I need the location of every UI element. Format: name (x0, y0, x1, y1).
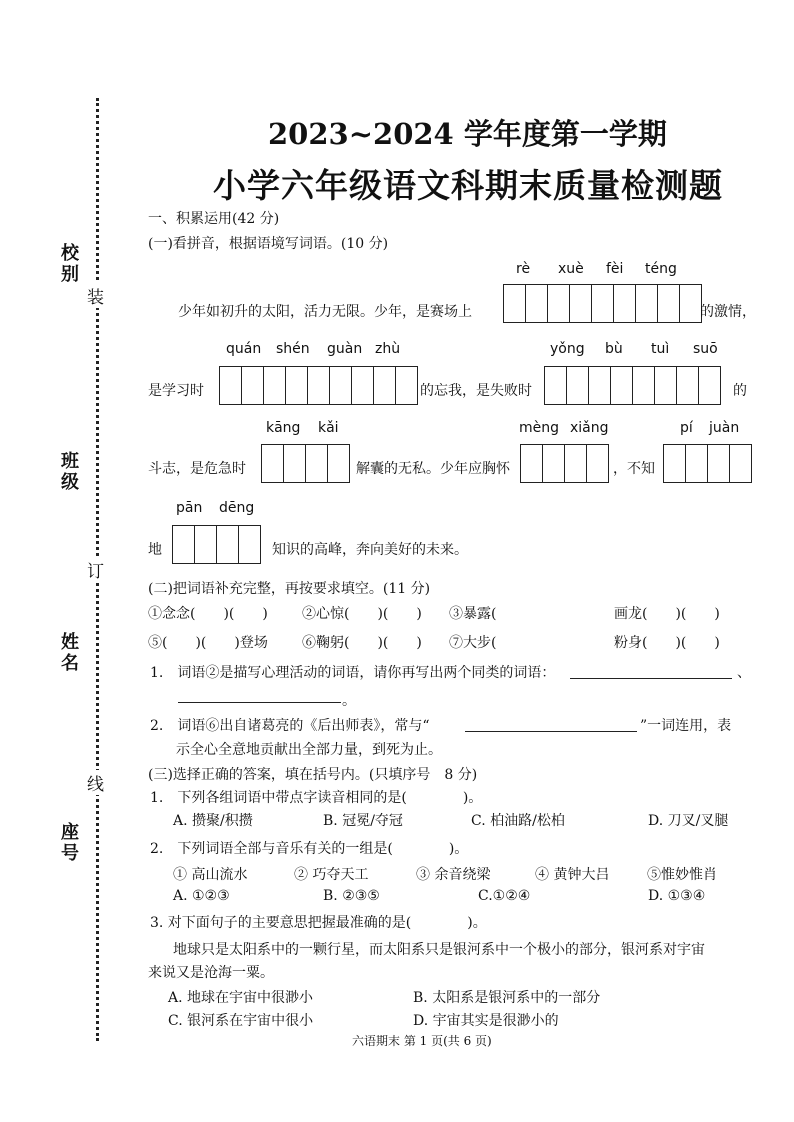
section1-title: 一、积累运用(42 分) (148, 211, 280, 227)
pinyin: zhù (375, 341, 401, 357)
seat-label: 座号 (61, 822, 79, 864)
answer-blank[interactable] (465, 731, 637, 732)
answer-boxes-pijuan[interactable] (663, 444, 752, 483)
pinyin: quán (226, 341, 262, 357)
part1-title: (一)看拼音，根据语境写词语。(10 分) (148, 236, 389, 252)
mc-option[interactable]: A. 攒聚/积攒 (173, 813, 253, 829)
period-mark: 。 (342, 693, 356, 709)
idiom-list-item: ④ 黄钟大吕 (535, 867, 610, 883)
idiom-list-item: ⑤惟妙惟肖 (647, 867, 717, 883)
pinyin: suō (693, 341, 718, 357)
text-line4b: 知识的高峰，奔向美好的未来。 (272, 542, 468, 558)
text-line1b: 的激情， (700, 304, 756, 320)
pinyin: guàn (327, 341, 363, 357)
mc-option[interactable]: C. 柏油路/松柏 (471, 813, 565, 829)
pinyin: yǒng (550, 341, 585, 357)
answer-boxes-yongbutuisuo[interactable] (544, 366, 721, 405)
idiom-item[interactable]: 粉身( )( ) (614, 635, 720, 651)
mc-option[interactable]: C.①②④ (478, 888, 531, 904)
text-line3a: 斗志，是危急时 (148, 461, 246, 477)
part2-question2-cont: ”一词连用，表 (640, 718, 732, 734)
part2-question2: 2. 词语⑥出自诸葛亮的《后出师表》，常与“ (150, 718, 430, 734)
text-line2b: 的忘我，是失败时 (420, 383, 532, 399)
part3-title: (三)选择正确的答案，填在括号内。(只填序号 8 分) (148, 767, 478, 783)
text-line3c: ，不知 (613, 461, 655, 477)
name-label: 姓名 (61, 632, 79, 674)
idiom-item[interactable]: ⑥鞠躬( )( ) (302, 635, 422, 651)
pinyin: kǎi (318, 420, 339, 436)
passage-line2: 来说又是沧海一粟。 (148, 965, 274, 981)
text-line3b: 解囊的无私。少年应胸怀 (356, 461, 510, 477)
text-line2a: 是学习时 (148, 383, 204, 399)
mc-option[interactable]: D. 刀叉/叉腿 (648, 813, 729, 829)
mc-option[interactable]: B. 太阳系是银河系中的一部分 (413, 990, 601, 1006)
text-line2c: 的 (733, 383, 747, 399)
pinyin: mèng (519, 420, 560, 436)
binding-mark-zhuang: 装 (87, 283, 104, 308)
answer-blank[interactable] (178, 702, 341, 703)
idiom-item[interactable]: ⑦大步( (449, 635, 497, 651)
binding-mark-xian: 线 (87, 770, 104, 795)
pinyin: bù (605, 341, 623, 357)
exam-title: 小学六年级语文科期末质量检测题 (213, 166, 723, 205)
answer-boxes-mengxiang[interactable] (520, 444, 609, 483)
pinyin: tuì (651, 341, 670, 357)
mc-option[interactable]: B. 冠冕/夺冠 (323, 813, 403, 829)
pinyin: xiǎng (570, 420, 609, 436)
pinyin: dēng (219, 500, 255, 516)
part2-title: (二)把词语补充完整，再按要求填空。(11 分) (148, 581, 431, 597)
comma-mark: 、 (737, 665, 751, 681)
mc-question2: 2. 下列词语全部与音乐有关的一组是( )。 (150, 841, 469, 857)
class-label: 班级 (61, 451, 79, 493)
answer-boxes-kangkai[interactable] (261, 444, 350, 483)
idiom-item[interactable]: 画龙( )( ) (614, 606, 720, 622)
answer-blank[interactable] (570, 678, 732, 679)
mc-question1: 1. 下列各组词语中带点字读音相同的是( )。 (150, 790, 483, 806)
binding-mark-ding: 订 (87, 557, 104, 582)
answer-boxes-rexuefeiteng[interactable] (503, 284, 702, 323)
idiom-item[interactable]: ①念念( )( ) (148, 606, 268, 622)
text-line1a: 少年如初升的太阳，活力无限。少年，是赛场上 (178, 304, 472, 320)
mc-question3: 3. 对下面句子的主要意思把握最准确的是( )。 (150, 915, 487, 931)
pinyin: fèi (606, 261, 624, 277)
text-line4a: 地 (148, 542, 162, 558)
passage-line1: 地球只是太阳系中的一颗行星，而太阳系只是银河系中一个极小的部分，银河系对宇宙 (173, 942, 705, 958)
idiom-item[interactable]: ②心惊( )( ) (302, 606, 422, 622)
idiom-list-item: ③ 余音绕梁 (416, 867, 491, 883)
mc-option[interactable]: D. 宇宙其实是很渺小的 (413, 1013, 559, 1029)
pinyin: pān (176, 500, 203, 516)
pinyin: xuè (558, 261, 584, 277)
pinyin: téng (645, 261, 677, 277)
pinyin: shén (276, 341, 310, 357)
idiom-item[interactable]: ⑤( )( )登场 (148, 635, 268, 651)
idiom-list-item: ① 高山流水 (173, 867, 248, 883)
pinyin: rè (516, 261, 531, 277)
mc-option[interactable]: A. ①②③ (173, 888, 230, 904)
exam-year-title: 2023~2024 学年度第一学期 (268, 117, 667, 151)
page-footer: 六语期末 第 1 页(共 6 页) (352, 1034, 492, 1048)
part2-question1: 1. 词语②是描写心理活动的词语，请你再写出两个同类的词语： (150, 665, 556, 681)
answer-boxes-pandeng[interactable] (172, 525, 261, 564)
idiom-list-item: ② 巧夺天工 (294, 867, 369, 883)
school-label: 校别 (61, 243, 79, 285)
pinyin: kāng (266, 420, 301, 436)
idiom-item[interactable]: ③暴露( (449, 606, 497, 622)
part2-question2-line2: 示全心全意地贡献出全部力量，到死为止。 (176, 742, 442, 758)
answer-boxes-quanshenguanzhu[interactable] (219, 366, 418, 405)
mc-option[interactable]: A. 地球在宇宙中很渺小 (168, 990, 314, 1006)
pinyin: juàn (709, 420, 740, 436)
mc-option[interactable]: C. 银河系在宇宙中很小 (168, 1013, 314, 1029)
mc-option[interactable]: D. ①③④ (648, 888, 706, 904)
pinyin: pí (680, 420, 693, 436)
mc-option[interactable]: B. ②③⑤ (323, 888, 380, 904)
